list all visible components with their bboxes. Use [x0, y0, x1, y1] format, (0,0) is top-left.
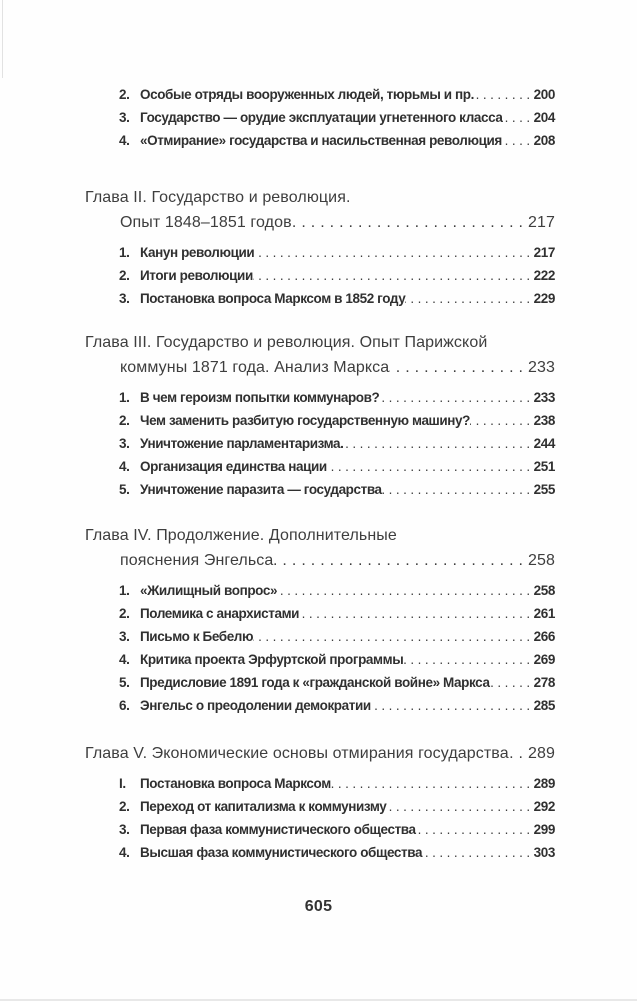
entry-number: 2.: [119, 799, 130, 814]
chapter-items: [85, 241, 555, 310]
entry-number: 4.: [119, 652, 130, 667]
entry-label: Высшая фаза коммунистического общества: [140, 845, 423, 860]
entry-page: 238: [533, 413, 555, 428]
toc-entry: [119, 818, 555, 841]
entry-page: 229: [533, 291, 555, 306]
entry-page: 251: [533, 459, 555, 474]
chapter-subtitle: [85, 548, 555, 573]
dot-leader: [253, 264, 534, 287]
entry-page: 266: [533, 629, 555, 644]
entry-number: 4.: [119, 459, 130, 474]
toc-entry: [119, 241, 555, 264]
entry-label: Уничтожение парламентаризма.: [140, 436, 344, 451]
entry-label: Первая фаза коммунистического общества: [140, 822, 416, 837]
entry-number: 5.: [119, 675, 130, 690]
chapter-page: 233: [528, 359, 555, 376]
toc-entry: [119, 478, 555, 501]
entry-page: 258: [533, 583, 555, 598]
chapter-title: [85, 330, 555, 355]
entry-page: 208: [533, 133, 555, 148]
entry-number: 3.: [119, 291, 130, 306]
entry-label: Предисловие 1891 года к «гражданской войне» Маркса: [140, 675, 490, 690]
toc-entry: [119, 287, 555, 310]
entry-page: 217: [533, 245, 555, 260]
toc-entry: [119, 602, 555, 625]
toc-entry: [119, 264, 555, 287]
chapter-page: 289: [528, 745, 555, 762]
entry-page: 233: [533, 390, 555, 405]
entry-label: «Жилищный вопрос»: [140, 583, 278, 598]
toc-entry: [119, 841, 555, 864]
entry-number: 2.: [119, 268, 130, 283]
entry-number: 1.: [119, 583, 130, 598]
entry-label: Канун революции: [140, 245, 255, 260]
entry-label: Чем заменить разбитую государственную машину?: [140, 413, 471, 428]
entry-page: 269: [533, 652, 555, 667]
chapter-items: [85, 579, 555, 717]
entry-number: 3.: [119, 436, 130, 451]
dot-leader: [405, 287, 533, 310]
entry-page: 244: [533, 436, 555, 451]
dot-leader: [371, 694, 534, 717]
entry-page: 285: [533, 698, 555, 713]
dot-leader: [389, 355, 528, 380]
chapter-page: 217: [528, 214, 555, 231]
entry-page: 200: [533, 87, 555, 102]
chapter-subtitle: [85, 355, 555, 380]
toc-entry: [119, 795, 555, 818]
chapter-title-text: Глава IV. Продолжение. Дополнительные: [85, 527, 397, 544]
toc-entry: [119, 83, 555, 106]
dot-leader: [509, 741, 528, 766]
entry-page: 299: [533, 822, 555, 837]
toc-entry: [119, 386, 555, 409]
entry-number: 5.: [119, 482, 130, 497]
dot-leader: [273, 548, 528, 573]
entry-number: 2.: [119, 606, 130, 621]
entry-page: 289: [533, 776, 555, 791]
entry-label: В чем героизм попытки коммунаров?: [140, 390, 380, 405]
chapter-section: [85, 330, 555, 501]
chapter-subtitle: [85, 210, 555, 235]
entry-label: Постановка вопроса Марксом в 1852 году: [140, 291, 406, 306]
toc-entry: [119, 106, 555, 129]
dot-leader: [344, 432, 534, 455]
chapter-title: [85, 185, 555, 210]
dot-leader: [470, 409, 534, 432]
dot-leader: [416, 818, 534, 841]
chapter-title-text: Глава II. Государство и революция.: [85, 189, 351, 206]
entry-number: 1.: [119, 245, 130, 260]
chapter-items: [85, 386, 555, 501]
chapter-section: [85, 523, 555, 717]
toc-entry: [119, 772, 555, 795]
toc-entry: [119, 432, 555, 455]
entry-page: 222: [533, 268, 555, 283]
entry-label: Организация единства нации: [140, 459, 327, 474]
chapter-title: [85, 523, 555, 548]
dot-leader: [422, 841, 534, 864]
entry-label: Полемика с анархистами: [140, 606, 300, 621]
dot-leader: [253, 625, 534, 648]
entry-label: Государство — орудие эксплуатации угнетенного класса: [140, 110, 503, 125]
dot-leader: [379, 386, 533, 409]
entry-page: 303: [533, 845, 555, 860]
dot-leader: [292, 210, 528, 235]
toc-entry: [119, 625, 555, 648]
chapter-subtitle-text: пояснения Энгельса: [120, 552, 274, 569]
dot-leader: [386, 795, 533, 818]
entry-label: Переход от капитализма к коммунизму: [140, 799, 387, 814]
chapter-title-text: Глава V. Экономические основы отмирания государства: [85, 745, 509, 762]
dot-leader: [254, 241, 533, 264]
toc-entry: [119, 409, 555, 432]
entry-page: 204: [533, 110, 555, 125]
entry-number: 3.: [119, 110, 130, 125]
folio-page-number: 605: [304, 898, 333, 915]
entry-number: 6.: [119, 698, 130, 713]
entry-number: 4.: [119, 133, 130, 148]
entry-label: Письмо к Бебелю: [140, 629, 254, 644]
chapter-subtitle-text: коммуны 1871 года. Анализ Маркса: [120, 359, 390, 376]
chapter-section: [85, 185, 555, 310]
toc-entry: [119, 455, 555, 478]
dot-leader: [403, 648, 533, 671]
dot-leader: [299, 602, 534, 625]
toc-entry: [119, 648, 555, 671]
entry-number: 2.: [119, 413, 130, 428]
entry-number: 1.: [119, 390, 130, 405]
dot-leader: [382, 478, 534, 501]
dot-leader: [277, 579, 534, 602]
chapter-title-text: Глава III. Государство и революция. Опыт Парижской: [85, 334, 488, 351]
entry-page: 255: [533, 482, 555, 497]
dot-leader: [474, 83, 534, 106]
toc-entry: [119, 129, 555, 152]
entry-label: Особые отряды вооруженных людей, тюрьмы и пр.: [140, 87, 475, 102]
dot-leader: [502, 129, 534, 152]
entry-number: 2.: [119, 87, 130, 102]
dot-leader: [331, 772, 534, 795]
entry-number: 4.: [119, 845, 130, 860]
entry-label: Итоги революции: [140, 268, 253, 283]
dot-leader: [502, 106, 533, 129]
toc-entry: [119, 671, 555, 694]
dot-leader: [327, 455, 534, 478]
chapter-subtitle-text: Опыт 1848–1851 годов: [120, 214, 292, 231]
entry-label: Постановка вопроса Марксом: [140, 776, 331, 791]
entry-label: Уничтожение паразита — государства: [140, 482, 382, 497]
dot-leader: [490, 671, 534, 694]
toc-entry: [119, 694, 555, 717]
chapter-page: 258: [528, 552, 555, 569]
entry-number: 3.: [119, 822, 130, 837]
entry-label: Критика проекта Эрфуртской программы: [140, 652, 404, 667]
toc-entry: [119, 579, 555, 602]
entry-page: 261: [533, 606, 555, 621]
entry-label: Энгельс о преодолении демократии: [140, 698, 371, 713]
entry-page: 278: [533, 675, 555, 690]
entry-number: I.: [119, 776, 126, 791]
chapter-items: [85, 772, 555, 864]
chapter-title: [85, 741, 555, 766]
entry-number: 3.: [119, 629, 130, 644]
chapter-section: [85, 741, 555, 864]
continued-chapter-items: [85, 83, 555, 152]
entry-label: «Отмирание» государства и насильственная революция: [140, 133, 502, 148]
entry-page: 292: [533, 799, 555, 814]
